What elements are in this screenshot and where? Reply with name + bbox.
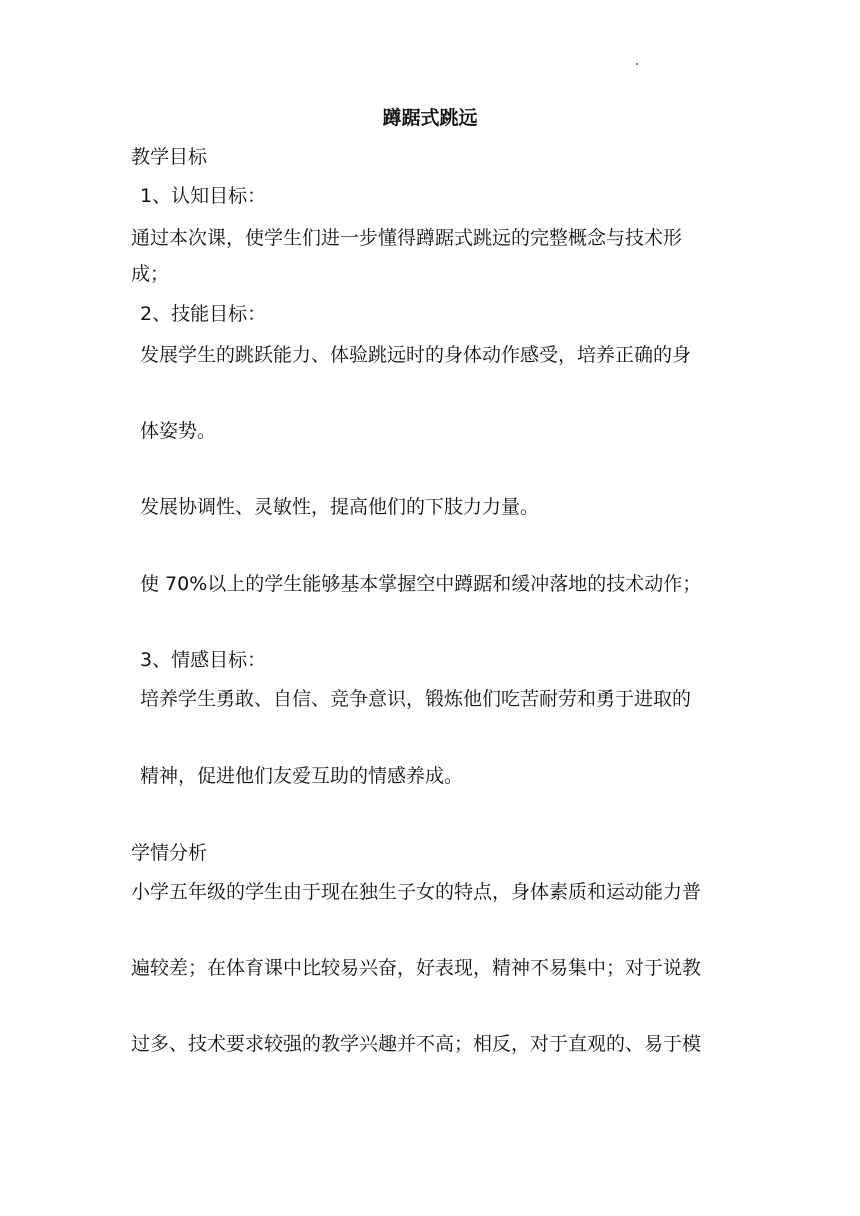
analysis-text-line3: 过多、技术要求较强的教学兴趣并不高；相反，对于直观的、易于模: [131, 1033, 702, 1055]
goal2-text-line2: 体姿势。: [140, 420, 217, 442]
goal3-text-line1: 培养学生勇敢、自信、竞争意识，锻炼他们吃苦耐劳和勇于进取的: [140, 688, 692, 710]
document-title: 蹲踞式跳远: [382, 107, 478, 129]
section-heading-analysis: 学情分析: [131, 842, 208, 864]
analysis-text-line1: 小学五年级的学生由于现在独生子女的特点，身体素质和运动能力普: [131, 881, 702, 903]
section-heading-goals: 教学目标: [131, 146, 208, 168]
goal1-text-line1: 通过本次课，使学生们进一步懂得蹲踞式跳远的完整概念与技术形: [131, 227, 683, 249]
goal3-text-line2: 精神，促进他们友爱互助的情感养成。: [140, 765, 464, 787]
goal2-text-line1: 发展学生的跳跃能力、体验跳远时的身体动作感受，培养正确的身: [140, 344, 692, 366]
goal2-heading: 2、技能目标：: [140, 303, 267, 325]
analysis-text-line2: 遍较差；在体育课中比较易兴奋，好表现，精神不易集中；对于说教: [131, 957, 702, 979]
page-mark: [636, 63, 638, 65]
goal2-text-line3: 发展协调性、灵敏性，提高他们的下肢力力量。: [140, 496, 540, 518]
goal1-text-line2: 成；: [131, 263, 170, 285]
goal2-text-line4: 使 70%以上的学生能够基本掌握空中蹲踞和缓冲落地的技术动作；: [140, 573, 702, 595]
goal3-heading: 3、情感目标：: [140, 649, 267, 671]
goal1-heading: 1、认知目标：: [140, 185, 267, 207]
